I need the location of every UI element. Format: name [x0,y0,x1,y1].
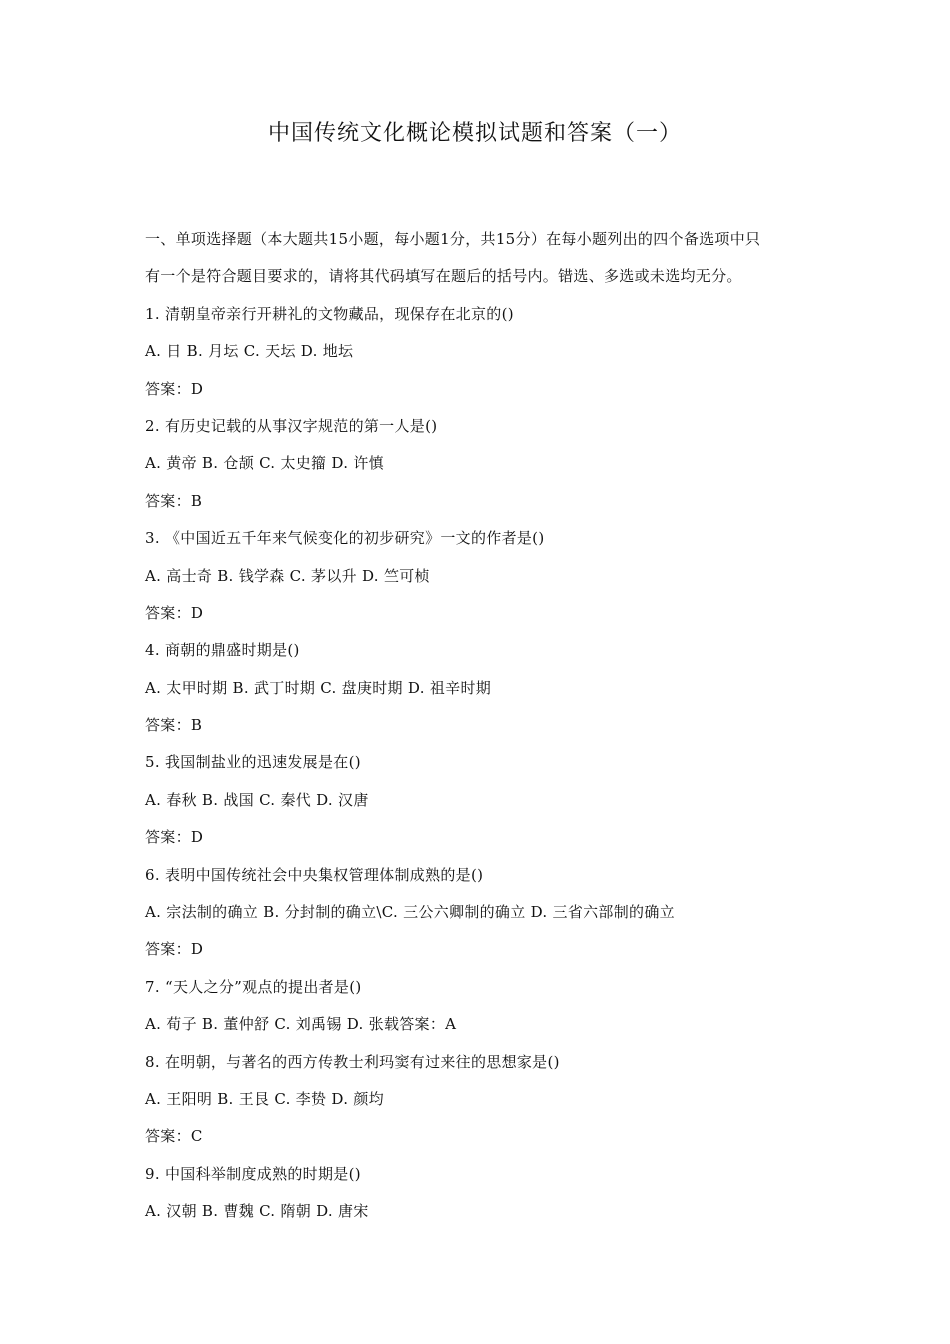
answer-2: 答案：B [145,491,203,510]
question-3: 3. 《中国近五千年来气候变化的初步研究》一文的作者是() [145,529,545,548]
options-1: A. 日 B. 月坛 C. 天坛 D. 地坛 [145,342,354,361]
document-body [145,221,815,1231]
answer-5: 答案：D [145,828,204,847]
question-1: 1. 清朝皇帝亲行开耕礼的文物藏品，现保存在北京的() [145,304,514,323]
options-9: A. 汉朝 B. 曹魏 C. 隋朝 D. 唐宋 [145,1202,369,1221]
section-intro-line: 有一个是符合题目要求的，请将其代码填写在题后的括号内。错选、多选或未选均无分。 [145,267,742,286]
options-3: A. 高士奇 B. 钱学森 C. 茅以升 D. 竺可桢 [145,566,430,585]
question-2: 2. 有历史记载的从事汉字规范的第一人是() [145,416,438,435]
options-2: A. 黄帝 B. 仓颉 C. 太史籀 D. 许慎 [145,454,384,473]
question-5: 5. 我国制盐业的迅速发展是在() [145,753,361,772]
answer-8: 答案：C [145,1127,203,1146]
question-6: 6. 表明中国传统社会中央集权管理体制成熟的是() [145,865,484,884]
document-title: 中国传统文化概论模拟试题和答案（一） [267,121,682,146]
question-4: 4. 商朝的鼎盛时期是() [145,641,300,660]
section-intro-line: 一、单项选择题（本大题共15小题，每小题1分，共15分）在每小题列出的四个备选项中只 [145,230,761,248]
answer-3: 答案：D [145,603,204,622]
options-8: A. 王阳明 B. 王艮 C. 李贽 D. 颜均 [145,1089,384,1108]
answer-1: 答案：D [145,379,204,398]
options-4: A. 太甲时期 B. 武丁时期 C. 盘庚时期 D. 祖辛时期 [145,678,492,697]
question-9: 9. 中国科举制度成熟的时期是() [145,1164,361,1183]
options-6: A. 宗法制的确立 B. 分封制的确立\C. 三公六卿制的确立 D. 三省六部制的确立 [145,903,675,922]
question-8: 8. 在明朝，与著名的西方传教士利玛窦有过来往的思想家是() [145,1052,560,1071]
answer-4: 答案：B [145,716,203,735]
question-7: 7. “天人之分”观点的提出者是() [145,977,362,996]
answer-6: 答案：D [145,940,204,959]
options-5: A. 春秋 B. 战国 C. 秦代 D. 汉唐 [145,790,369,809]
options-7: A. 荀子 B. 董仲舒 C. 刘禹锡 D. 张载答案：A [145,1015,457,1034]
